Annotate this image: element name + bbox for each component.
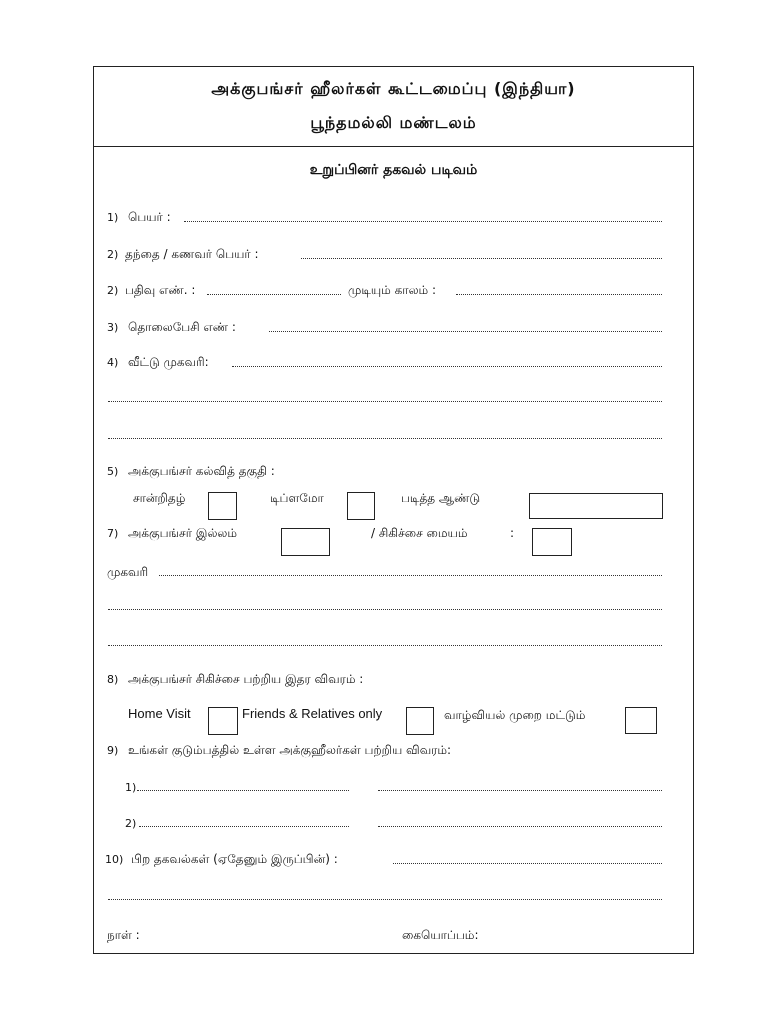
clinic-address-label: முகவரி [107, 565, 149, 579]
other-info-label: பிற தகவல்கள் (ஏதேனும் இருப்பின்) : [131, 852, 338, 866]
family-healer-2-name-field[interactable] [139, 826, 349, 827]
region-subtitle: பூந்தமல்லி மண்டலம் [310, 113, 477, 132]
form-header [94, 67, 693, 147]
lifestyle-only-label: வாழ்வியல் முறை மட்டும் [444, 708, 586, 722]
friends-relatives-label: Friends & Relatives only [242, 706, 383, 721]
field-number-7: 7) [107, 527, 119, 540]
guardian-name-field[interactable] [301, 258, 662, 259]
organization-title: அக்குபங்சர் ஹீலர்கள் கூட்டமைப்பு (இந்தியா) [211, 79, 576, 98]
field-number-8: 8) [107, 673, 119, 686]
lifestyle-only-checkbox[interactable] [625, 707, 657, 734]
name-field[interactable] [184, 221, 662, 222]
field-number-1: 1) [107, 211, 119, 224]
other-info-field-line-1[interactable] [393, 863, 662, 864]
home-address-field-line-2[interactable] [108, 401, 662, 402]
field-number-2: 2) [107, 248, 119, 261]
home-visit-label: Home Visit [128, 706, 191, 721]
phone-label: தொலைபேசி எண் : [128, 320, 236, 334]
field-number-9: 9) [107, 744, 119, 757]
home-visit-checkbox[interactable] [208, 707, 238, 735]
year-of-study-label: படித்த ஆண்டு [401, 491, 481, 505]
certificate-label: சான்றிதழ் [133, 491, 186, 505]
expiry-date-field[interactable] [456, 294, 662, 295]
treatment-center-checkbox[interactable] [532, 528, 572, 556]
date-label: நாள் : [107, 928, 140, 942]
certificate-checkbox[interactable] [208, 492, 237, 520]
treatment-center-colon: : [510, 526, 515, 540]
family-healer-1-number: 1) [125, 781, 137, 794]
family-healer-1-name-field[interactable] [137, 790, 349, 791]
family-healer-2-detail-field[interactable] [378, 826, 662, 827]
clinic-address-field-line-2[interactable] [108, 609, 662, 610]
form-title: உறுப்பினர் தகவல் படிவம் [309, 162, 478, 178]
guardian-name-label: தந்தை / கணவர் பெயர் : [125, 247, 259, 261]
home-address-field-line-1[interactable] [232, 366, 662, 367]
signature-label: கையொப்பம்: [402, 928, 479, 942]
name-label: பெயர் : [128, 210, 171, 224]
family-healers-label: உங்கள் குடும்பத்தில் உள்ள அக்குஹீலர்கள் பற்றிய விவரம்: [128, 743, 452, 757]
field-number-5: 5) [107, 465, 119, 478]
registration-number-field[interactable] [207, 294, 341, 295]
home-address-field-line-3[interactable] [108, 438, 662, 439]
family-healer-2-number: 2) [125, 817, 137, 830]
phone-field[interactable] [269, 331, 662, 332]
clinic-address-field-line-3[interactable] [108, 645, 662, 646]
home-address-label: வீட்டு முகவரி: [128, 355, 209, 369]
other-info-field-line-2[interactable] [108, 899, 662, 900]
field-number-10: 10) [105, 853, 124, 866]
diploma-label: டிப்ளமோ [270, 491, 324, 505]
clinic-address-field-line-1[interactable] [159, 575, 662, 576]
diploma-checkbox[interactable] [347, 492, 375, 520]
year-of-study-field[interactable] [529, 493, 663, 519]
treatment-details-label: அக்குபங்சர் சிகிச்சை பற்றிய இதர விவரம் : [128, 672, 364, 686]
registration-number-label: பதிவு எண். : [125, 283, 196, 297]
field-number-2b: 2) [107, 284, 119, 297]
expiry-date-label: முடியும் காலம் : [348, 283, 437, 297]
family-healer-1-detail-field[interactable] [378, 790, 662, 791]
membership-form [93, 66, 694, 954]
treatment-center-label: / சிகிச்சை மையம் [371, 526, 468, 540]
education-label: அக்குபங்சர் கல்வித் தகுதி : [128, 464, 275, 478]
acupuncture-home-checkbox[interactable] [281, 528, 330, 556]
friends-relatives-checkbox[interactable] [406, 707, 434, 735]
field-number-4: 4) [107, 356, 119, 369]
field-number-3: 3) [107, 321, 119, 334]
acupuncture-home-label: அக்குபங்சர் இல்லம் [128, 526, 238, 540]
